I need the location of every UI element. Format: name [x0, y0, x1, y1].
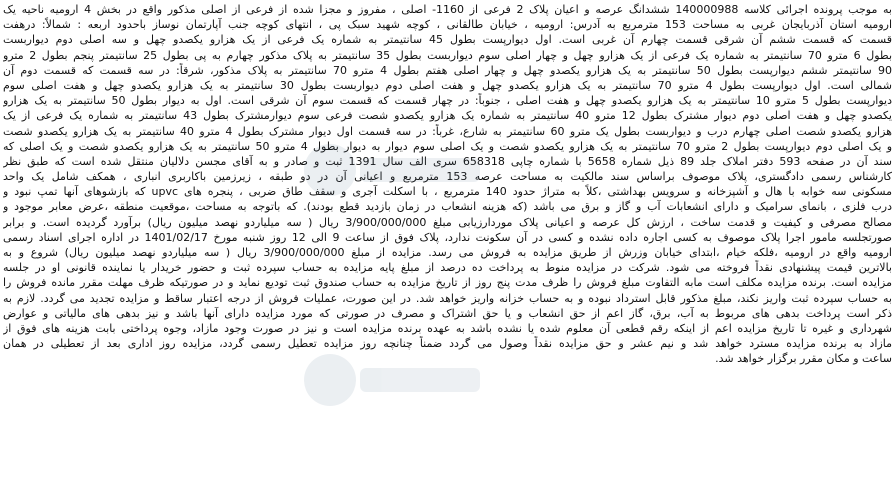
- document-line: مازاد به برنده مزایده مسترد خواهد شد و نیم عشر و حق مزایده نقداً وصول می گردد ضمناً چنانچه روز مزایده تعطیل رسمی گردد، مزایده روز اداری بعد از تعطیلی در همان: [3, 337, 892, 351]
- document-line: به موجب پرونده اجرائی کلاسه 140000988 ششدانگ عرصه و اعیان پلاک 2 فرعی از 1160- اصلی ، مفروز و مجزا شده از فرعی از اصلی مذکور واقع در بخش 4 ارومیه ناحیه یک: [3, 3, 892, 16]
- document-line: مزایده است. برنده مزایده مکلف است مابه التفاوت مبلغ فروش را ظرف مدت پنج روز از تاریخ مزایده به حساب صندوق ثبت تودیع نماید و در صورتیکه ظرف مهلت مقرر مانده فروش را: [3, 276, 892, 290]
- document-line: و یک اصلی دوم دیوارپست بطول 2 مترو 70 سانتیمتر به یک هزارو یکصدو شصت و یک اصلی سوم دیوار به دیوار بطول 4 مترو 50 سانتیمتر به یک هزارو یکصدو شصت و یک اصلی که: [3, 139, 892, 153]
- document-body: [3, 2, 892, 489]
- document-line: شمالی است. اول دیوارپست بطول 4 مترو 70 سانتیمتر به یک هزارو یکصدو چهل و هفت اصلی دوم دیواربست بطول 30 سانتیمتر به یک هزارو یکصدو چهل و هفت اصلی سوم: [3, 78, 892, 92]
- document-line: دیوارپست بطول 5 مترو 10 سانتیمتر به یک هزارو یکصدو چهل و هفت اصلی ، جنوباً: در چهار قسمت که قسمت سوم آن شرقی است. اول به دیوار بطول 50 سانتیمتر به یک هزارو: [3, 94, 892, 108]
- document-line: بطول 6 مترو 70 سانتیمتر به شماره یک فرعی از یک هزارو چهل و چهار اصلی سوم دیواربست بطول 35 سانتیمتر به پلاک مذکور چهارم به پی بطول 25 سانتیمتر پنجم بطول 2 مترو: [3, 48, 892, 62]
- document-line: ذکر است پرداخت بدهی های مربوط به آب، برق، گاز اعم از حق انشعاب و یا حق اشتراک و مصرف در صورتی که مورد مزایده دارای آنها باشد و نیز بدهی های مالیاتی و عوارض: [3, 306, 892, 320]
- document-line: مسکونی سه خوابه با هال و آشپزخانه و سرویس بهداشتی ،کلاً به متراژ حدود 140 مترمربع ، با اسکلت آجری و سقف طاق ضربی ، پنجره های upvc که بازشوهای آنها تمپ نبود و: [3, 185, 892, 199]
- document-line: هزارو یکصدو شصت اصلی چهارم درب و دیواربست بطول یک مترو 60 سانتیمتر به شارع، غرباً: در سه قسمت اول دیوار مشترک بطول 4 مترو 40 سانتیمتر به یک هزارو یکصدو شصت: [3, 124, 892, 138]
- document-line: ساعت و مکان مقرر برگزار خواهد شد.: [715, 352, 892, 366]
- document-line: قسمت که قسمت ششم آن شرقی قسمت چهارم آن غربی است. اول دیوارپست بطول 45 سانتیمتر به شماره یک فرعی از یک هزارو یکصدو چهل و سه اصلی دوم دیواربست: [3, 33, 892, 47]
- document-line: درب فلزی ، بانمای سرامیک و دارای انشعابات آب و گاز و برق می باشد (که هزینه انشعاب در زمان بازدید قطع بودند). که باتوجه به مساحت ،موقعیت منطقه ،عرض معابر موجود و: [3, 200, 892, 214]
- document-line: بالاترین قیمت پیشنهادی نقداً فروخته می شود. شرکت در مزایده منوط به پرداخت ده درصد از مبلغ پایه مزایده به حساب سپرده ثبت و حضور خریدار یا نماینده قانونی او در جلسه: [3, 261, 892, 275]
- document-line: ارومیه استان آذربایجان غربی به مساحت 153 مترمربع به آدرس: ارومیه ، خیابان طالقانی ، کوچه شهید سبک پی ، انتهای کوچه جنب آپارتمان نوساز باحدود اربعه : شمالاً: درهفت: [3, 18, 892, 32]
- document-line: یکصدو چهل و هفت اصلی دوم دیوار مشترک بطول 12 مترو 40 سانتیمتر به شماره یک هزارو یکصدو شصت فرعی سوم دیوارمشترک بطول 43 سانتیمتر به شماره یک فرعی از یک: [3, 109, 892, 123]
- document-line: به حساب سپرده ثبت واریز نکند، مبلغ مذکور قابل استرداد نبوده و به حساب خزانه واریز خواهد شد. در این صورت، عملیات فروش از درجه اعتبار ساقط و مزایده تجدید می گردد. لازم به: [3, 291, 892, 305]
- document-line: مصالح مصرفی و کیفیت و قدمت ساخت ، ارزش کل عرصه و اعیانی پلاک موردارزیابی مبلغ 3/900/000/000 ریال ( سه میلیاردو نهصد میلیون ریال) برآورد گردیده است. و برابر: [3, 215, 892, 229]
- document-line: 90 سانتیمتر ششم دیوارپست بطول 50 سانتیمتر به یک هزارو یکصدو چهل و چهار اصلی هفتم بطول 4 مترو 70 سانتیمتر به پلاک مذکور، شرقاً: در سه قسمت که قسمت دوم آن: [3, 63, 892, 77]
- document-line: صورتجلسه مامور اجرا پلاک موصوف به کسی اجاره داده نشده و کسی در آن سکونت ندارد، پلاک فوق از ساعت 9 الی 12 روز شنبه مورخ 1401/02/17 در اداره اجرای اسناد رسمی: [3, 230, 892, 244]
- document-line: کارشناس رسمی دادگستری، پلاک موصوف براساس سند مالکیت به مساحت عرصه 153 مترمربع و اعیانی آن در دو طبقه ، زیرزمین باکاربری انباری ، همکف شامل یک واحد: [3, 170, 892, 184]
- document-line: سند آن در صفحه 593 دفتر املاک جلد 89 ذیل شماره 5658 با شماره چاپی 658318 سری الف سال 1391 ثبت و صادر و به آقای مجسن دلالیان منتقل شده است که طبق نظر: [3, 154, 892, 168]
- document-line: ارومیه واقع در ارومیه ،فلکه خیام ،ابتدای خیابان وزرش از طریق مزایده به فروش می رسد. مزایده از مبلغ 3/900/000/000 ریال ( سه میلیاردو نهصد میلیون ریال) شروع و به: [3, 246, 892, 259]
- document-line: شهرداری و غیره تا تاریخ مزایده اعم از اینکه رقم قطعی آن معلوم شده یا نشده باشد به عهده برنده مزایده است و نیز در صورت وجود مازاد، وجوه پرداختی بابت هزینه های فوق از: [3, 321, 892, 335]
